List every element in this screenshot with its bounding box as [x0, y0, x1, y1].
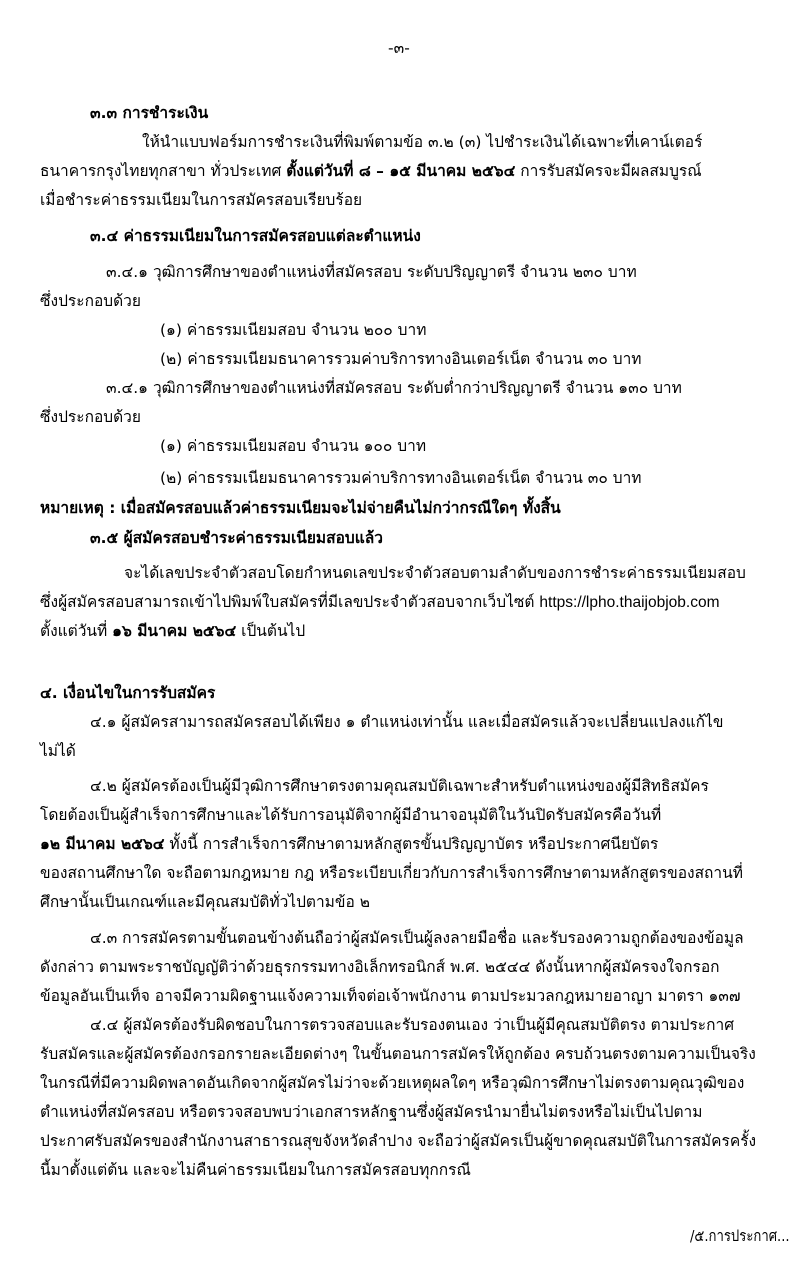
section-4-2-line-5: ศึกษานั้นเป็นเกณฑ์และมีคุณสมบัติทั่วไปตามข้อ ๒ [40, 893, 370, 911]
section-4-2-line-1: ๔.๒ ผู้สมัครต้องเป็นผู้มีวุฒิการศึกษาตรงตามคุณสมบัติเฉพาะสำหรับตำแหน่งของผู้มีสิทธิสมัคร [90, 777, 709, 795]
section-4-heading: ๔. เงื่อนไขในการรับสมัคร [40, 684, 216, 702]
section-3-5-line-3a: ตั้งแต่วันที่ [40, 622, 113, 640]
section-4-4-line-5: ประกาศรับสมัครของสำนักงานสาธารณสุขจังหวัดลำปาง จะถือว่าผู้สมัครเป็นผู้ขาดคุณสมบัติในการสมัครครั้ง [40, 1132, 757, 1150]
section-3-4-heading: ๓.๔ ค่าธรรมเนียมในการสมัครสอบแต่ละตำแหน่ง [90, 227, 421, 245]
website-link[interactable]: https://lpho.thaijobjob.com [539, 594, 720, 611]
section-4-2-line-2: โดยต้องเป็นผู้สำเร็จการศึกษาและได้รับการอนุมัติจากผู้มีอำนาจอนุมัติในวันปิดรับสมัครคือวันที่ [40, 806, 662, 824]
fee-bachelor-consists: ซึ่งประกอบด้วย [40, 292, 141, 310]
section-4-4-line-3: ในกรณีที่มีความผิดพลาดอันเกิดจากผู้สมัครไม่ว่าจะด้วยเหตุผลใดๆ หรือวุฒิการศึกษาไม่ตรงตามคุณวุฒิของ [40, 1074, 745, 1092]
section-4-1-line-1: ๔.๑ ผู้สมัครสามารถสมัครสอบได้เพียง ๑ ตำแหน่งเท่านั้น และเมื่อสมัครแล้วจะเปลี่ยนแปลงแก้ไข [90, 713, 724, 731]
fee-bachelor-title: ๓.๔.๑ วุฒิการศึกษาของตำแหน่งที่สมัครสอบ ระดับปริญญาตรี จำนวน ๒๓๐ บาท [106, 263, 637, 281]
continuation-marker: /๕.การประกาศ... [690, 1227, 790, 1245]
fee-below-bachelor-item-2: (๒) ค่าธรรมเนียมธนาคารรวมค่าบริการทางอินเตอร์เน็ต จำนวน ๓๐ บาท [160, 469, 642, 487]
section-4-4-line-2: รับสมัครและผู้สมัครต้องกรอกรายละเอียดต่างๆ ในขั้นตอนการสมัครให้ถูกต้อง ครบถ้วนตรงตามความเป็นจริง [40, 1045, 756, 1063]
section-3-3-line-2c: การรับสมัครจะมีผลสมบูรณ์ [515, 162, 702, 180]
section-3-5-line-2 [40, 592, 720, 613]
section-3-3-line-3: เมื่อชำระค่าธรรมเนียมในการสมัครสอบเรียบร้อย [40, 191, 363, 209]
section-4-2-line-4: ของสถานศึกษาใด จะถือตามกฎหมาย กฎ หรือระเบียบเกี่ยวกับการสำเร็จการศึกษาตามหลักสูตรของสถานที่ [40, 864, 743, 882]
section-4-1-line-2: ไม่ได้ [40, 742, 76, 760]
fee-bachelor-item-1: (๑) ค่าธรรมเนียมสอบ จำนวน ๒๐๐ บาท [160, 321, 427, 339]
section-3-5-heading: ๓.๕ ผู้สมัครสอบชำระค่าธรรมเนียมสอบแล้ว [90, 529, 383, 547]
section-3-5-line-3 [40, 621, 305, 641]
section-3-3-line-1: ให้นำแบบฟอร์มการชำระเงินที่พิมพ์ตามข้อ ๓.๒ (๓) ไปชำระเงินได้เฉพาะที่เคาน์เตอร์ [142, 133, 703, 151]
section-4-3-line-2: ดังกล่าว ตามพระราชบัญญัติว่าด้วยธุรกรรมทางอิเล็กทรอนิกส์ พ.ศ. ๒๕๔๔ ดังนั้นหากผู้สมัครจงใจกรอก [40, 958, 720, 976]
section-3-3-line-2 [40, 161, 702, 181]
section-4-2-line-3b: ทั้งนี้ การสำเร็จการศึกษาตามหลักสูตรขั้นปริญญาบัตร หรือประกาศนียบัตร [164, 835, 659, 853]
page-number: -๓- [388, 39, 410, 57]
closing-date: ๑๒ มีนาคม ๒๕๖๔ [40, 835, 165, 853]
fee-bachelor-item-2: (๒) ค่าธรรมเนียมธนาคารรวมค่าบริการทางอินเตอร์เน็ต จำนวน ๓๐ บาท [160, 350, 642, 368]
section-3-3-line-2a: ธนาคารกรุงไทยทุกสาขา ทั่วประเทศ [40, 162, 287, 180]
section-4-4-line-6: นี้มาตั้งแต่ต้น และจะไม่คืนค่าธรรมเนียมในการสมัครสอบทุกกรณี [40, 1161, 471, 1179]
fee-note: หมายเหตุ : เมื่อสมัครสอบแล้วค่าธรรมเนียมจะไม่จ่ายคืนไม่กว่ากรณีใดๆ ทั้งสิ้น [40, 499, 561, 517]
section-4-4-line-1: ๔.๔ ผู้สมัครต้องรับผิดชอบในการตรวจสอบและรับรองตนเอง ว่าเป็นผู้มีคุณสมบัติตรง ตามประกาศ [90, 1016, 735, 1034]
section-4-3-line-3: ข้อมูลอันเป็นเท็จ อาจมีความผิดฐานแจ้งความเท็จต่อเจ้าพนักงาน ตามประมวลกฎหมายอาญา มาตรา ๑๓๗ [40, 987, 741, 1005]
fee-below-bachelor-item-1: (๑) ค่าธรรมเนียมสอบ จำนวน ๑๐๐ บาท [160, 437, 427, 455]
fee-below-bachelor-title: ๓.๔.๑ วุฒิการศึกษาของตำแหน่งที่สมัครสอบ ระดับต่ำกว่าปริญญาตรี จำนวน ๑๓๐ บาท [106, 379, 682, 397]
fee-below-bachelor-consists: ซึ่งประกอบด้วย [40, 408, 141, 426]
section-3-5-line-2-text: ซึ่งผู้สมัครสอบสามารถเข้าไปพิมพ์ใบสมัครที่มีเลขประจำตัวสอบจากเว็บไซต์ [40, 593, 540, 611]
print-start-date: ๑๖ มีนาคม ๒๕๖๔ [112, 622, 237, 640]
section-4-3-line-1: ๔.๓ การสมัครตามขั้นตอนข้างต้นถือว่าผู้สมัครเป็นผู้ลงลายมือชื่อ และรับรองความถูกต้องของข้อมูล [90, 929, 744, 947]
section-3-3-heading: ๓.๓ การชำระเงิน [90, 104, 209, 122]
payment-dates: ตั้งแต่วันที่ ๘ – ๑๕ มีนาคม ๒๕๖๔ [286, 162, 516, 180]
section-3-5-line-3c: เป็นต้นไป [236, 622, 306, 640]
section-4-4-line-4: ตำแหน่งที่สมัครสอบ หรือตรวจสอบพบว่าเอกสารหลักฐานซึ่งผู้สมัครนำมายื่นไม่ตรงหรือไม่เป็นไปตาม [40, 1103, 703, 1121]
section-3-5-line-1: จะได้เลขประจำตัวสอบโดยกำหนดเลขประจำตัวสอบตามลำดับของการชำระค่าธรรมเนียมสอบ [124, 564, 746, 582]
section-4-2-line-3 [40, 834, 658, 854]
